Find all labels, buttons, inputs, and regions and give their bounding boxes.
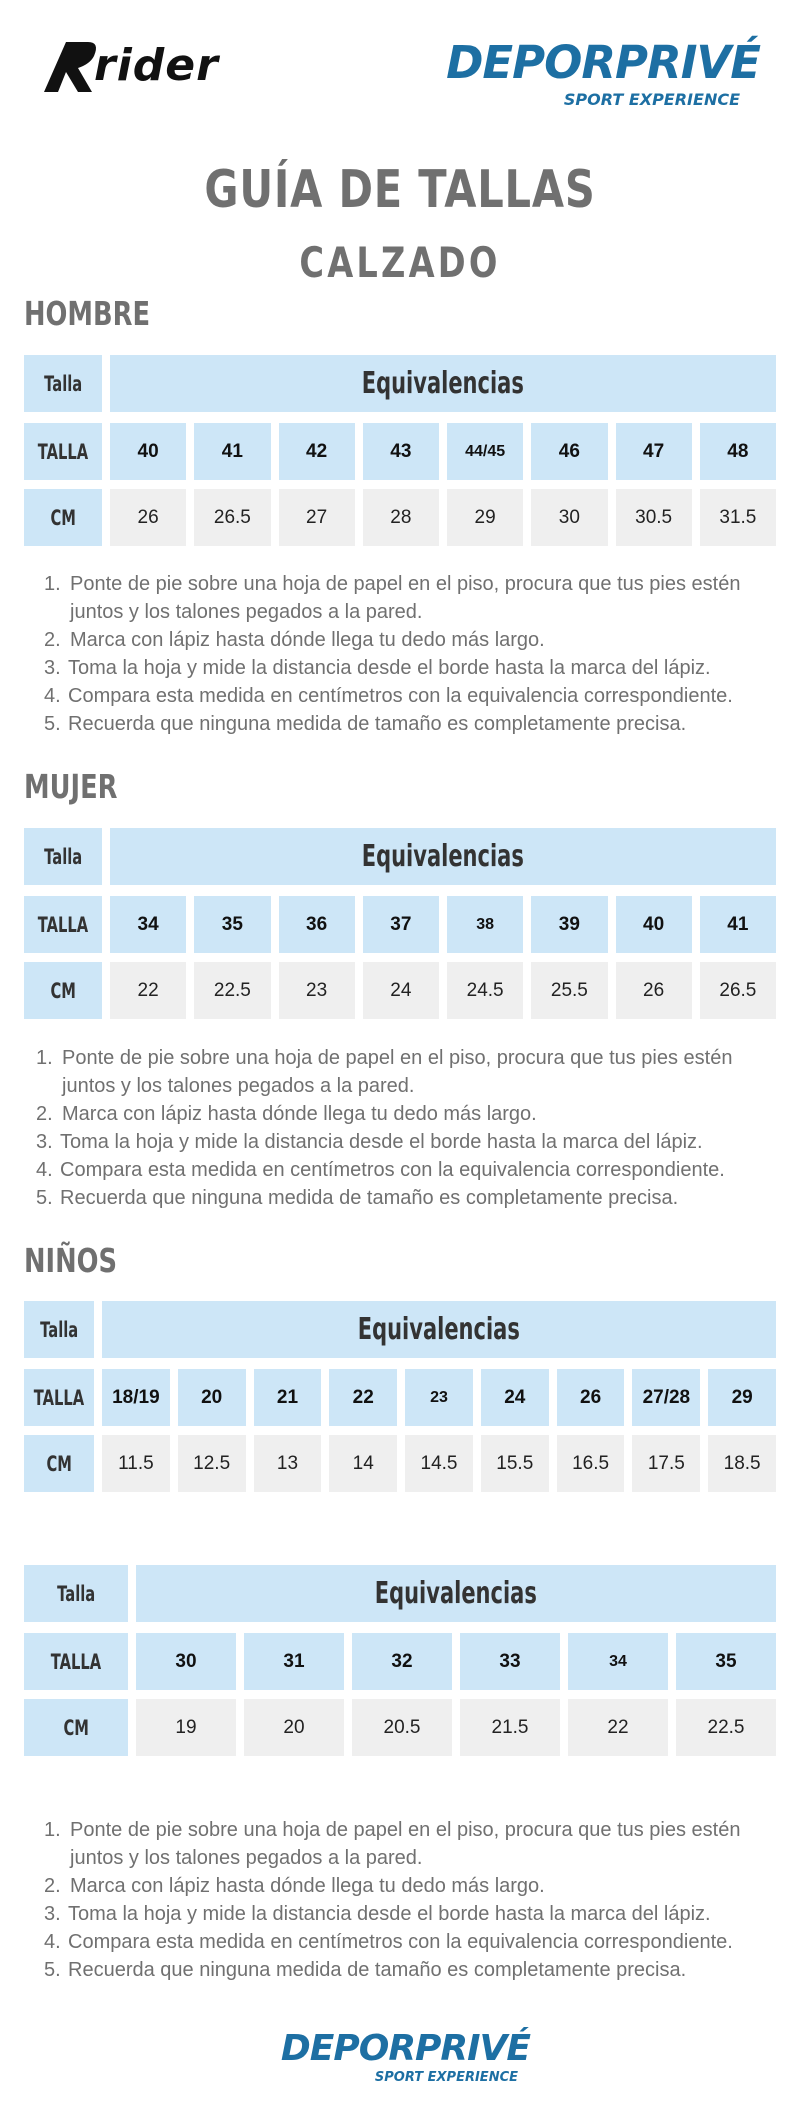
- talla-header-label: Talla: [39, 1317, 79, 1342]
- instruction-item: 3. Toma la hoja y mide la distancia desde el borde hasta la marca del lápiz.: [44, 1903, 711, 1925]
- talla-row-text: TALLA: [33, 1385, 85, 1410]
- talla-row-label: [24, 423, 102, 480]
- equivalencias-header-cell: [110, 355, 776, 412]
- instruction-item: 5. Recuerda que ninguna medida de tamaño es completamente precisa.: [44, 713, 687, 735]
- talla-header-label: Talla: [56, 1581, 96, 1606]
- talla-header-label: Talla: [43, 844, 83, 869]
- talla-cell: 18/19: [102, 1369, 170, 1426]
- talla-cell: 35: [194, 896, 270, 953]
- cm-cell: 19: [136, 1699, 236, 1756]
- talla-cell: 22: [329, 1369, 397, 1426]
- talla-cell: 41: [700, 896, 776, 953]
- instruction-text: Marca con lápiz hasta dónde llega tu dedo más largo.: [70, 1875, 545, 1897]
- instruction-item: 2. Marca con lápiz hasta dónde llega tu dedo más largo.: [44, 1875, 545, 1897]
- table-header-row: [24, 1565, 776, 1622]
- cm-cell: 30.5: [616, 489, 692, 546]
- talla-cell: 47: [616, 423, 692, 480]
- cm-cell: 22.5: [194, 962, 270, 1019]
- instruction-item: 2. Marca con lápiz hasta dónde llega tu dedo más largo.: [36, 1103, 537, 1125]
- talla-cell: 48: [700, 423, 776, 480]
- cm-cell: 29: [447, 489, 523, 546]
- instruction-text: Recuerda que ninguna medida de tamaño es completamente precisa.: [68, 1959, 687, 1981]
- talla-row-text: TALLA: [37, 439, 89, 464]
- cm-cell: 24: [363, 962, 439, 1019]
- cm-cell: 16.5: [557, 1435, 625, 1492]
- talla-header-cell: [24, 1565, 128, 1622]
- talla-cell: 34: [568, 1633, 668, 1690]
- cm-row: [24, 1435, 776, 1492]
- talla-cell: 46: [531, 423, 607, 480]
- cm-cell: 22: [110, 962, 186, 1019]
- talla-cell: 26: [557, 1369, 625, 1426]
- footer-deporprive-logo: [270, 2028, 530, 2088]
- talla-cell: 37: [363, 896, 439, 953]
- rider-logo: [44, 38, 274, 98]
- cm-cell: 28: [363, 489, 439, 546]
- equivalencias-label: Equivalencias: [374, 1576, 538, 1611]
- talla-cell: 44/45: [447, 423, 523, 480]
- cm-cell: 24.5: [447, 962, 523, 1019]
- talla-row-label: [24, 1369, 94, 1426]
- deporprive-logo: [430, 36, 760, 116]
- cm-row-label: [24, 489, 102, 546]
- instruction-text: Marca con lápiz hasta dónde llega tu dedo más largo.: [70, 629, 545, 651]
- instruction-item: 4. Compara esta medida en centímetros con la equivalencia correspondiente.: [36, 1159, 725, 1181]
- page-subtitle: CALZADO: [299, 238, 501, 287]
- cm-cell: 26.5: [700, 962, 776, 1019]
- talla-header-cell: [24, 355, 102, 412]
- instruction-item: 1. Ponte de pie sobre una hoja de papel en el piso, procura que tus pies estén juntos y los talones pegados a la pared.: [44, 573, 741, 623]
- cm-cell: 26: [616, 962, 692, 1019]
- talla-row-label: [24, 896, 102, 953]
- instruction-item: 4. Compara esta medida en centímetros con la equivalencia correspondiente.: [44, 685, 733, 707]
- instruction-item: 1. Ponte de pie sobre una hoja de papel en el piso, procura que tus pies estén juntos y los talones pegados a la pared.: [36, 1047, 733, 1097]
- talla-row: [24, 423, 776, 480]
- talla-cell: 39: [531, 896, 607, 953]
- instruction-item: 1. Ponte de pie sobre una hoja de papel en el piso, procura que tus pies estén juntos y los talones pegados a la pared.: [44, 1819, 741, 1869]
- instruction-text: Compara esta medida en centímetros con la equivalencia correspondiente.: [68, 1931, 733, 1953]
- cm-row-label: [24, 1435, 94, 1492]
- talla-cell: 32: [352, 1633, 452, 1690]
- cm-cell: 27: [279, 489, 355, 546]
- talla-cell: 23: [405, 1369, 473, 1426]
- cm-row-text: CM: [46, 1451, 72, 1476]
- cm-cell: 30: [531, 489, 607, 546]
- instruction-text: Ponte de pie sobre una hoja de papel en el piso, procura que tus pies estén juntos y los talones pegados a la pared.: [62, 1047, 733, 1097]
- equivalencias-label: Equivalencias: [361, 366, 525, 401]
- cm-cell: 26.5: [194, 489, 270, 546]
- talla-cell: 38: [447, 896, 523, 953]
- talla-cell: 40: [616, 896, 692, 953]
- cm-row-label: [24, 1699, 128, 1756]
- talla-cell: 24: [481, 1369, 549, 1426]
- cm-cell: 31.5: [700, 489, 776, 546]
- equivalencias-label: Equivalencias: [357, 1312, 521, 1347]
- cm-cell: 23: [279, 962, 355, 1019]
- equivalencias-header-cell: [102, 1301, 776, 1358]
- table-header-row: [24, 828, 776, 885]
- section-title-hombre: HOMBRE: [24, 294, 151, 333]
- equivalencias-label: Equivalencias: [361, 839, 525, 874]
- instructions-ninos: [30, 1816, 782, 1984]
- cm-cell: 20.5: [352, 1699, 452, 1756]
- cm-row-text: CM: [63, 1715, 89, 1740]
- talla-cell: 43: [363, 423, 439, 480]
- equivalencias-header-cell: [110, 828, 776, 885]
- talla-cell: 27/28: [632, 1369, 700, 1426]
- section-title-mujer: MUJER: [24, 767, 118, 806]
- cm-cell: 14.5: [405, 1435, 473, 1492]
- cm-row-text: CM: [50, 505, 76, 530]
- rider-logo-text: rider: [94, 40, 219, 91]
- instruction-text: Toma la hoja y mide la distancia desde el borde hasta la marca del lápiz.: [68, 657, 711, 679]
- cm-cell: 11.5: [102, 1435, 170, 1492]
- instruction-item: 5. Recuerda que ninguna medida de tamaño es completamente precisa.: [44, 1959, 687, 1981]
- cm-cell: 21.5: [460, 1699, 560, 1756]
- cm-cell: 14: [329, 1435, 397, 1492]
- page-title: GUÍA DE TALLAS: [204, 160, 596, 220]
- footer-logo-text: DEPORPRIVÉ: [280, 2028, 530, 2069]
- talla-cell: 21: [254, 1369, 322, 1426]
- instruction-text: Toma la hoja y mide la distancia desde el borde hasta la marca del lápiz.: [60, 1131, 703, 1153]
- instruction-text: Toma la hoja y mide la distancia desde el borde hasta la marca del lápiz.: [68, 1903, 711, 1925]
- talla-cell: 20: [178, 1369, 246, 1426]
- cm-cell: 15.5: [481, 1435, 549, 1492]
- talla-cell: 29: [708, 1369, 776, 1426]
- cm-cell: 12.5: [178, 1435, 246, 1492]
- cm-cell: 20: [244, 1699, 344, 1756]
- size-table-ninos-2: [24, 1565, 776, 1758]
- instruction-text: Compara esta medida en centímetros con la equivalencia correspondiente.: [68, 685, 733, 707]
- talla-cell: 42: [279, 423, 355, 480]
- instruction-item: 4. Compara esta medida en centímetros con la equivalencia correspondiente.: [44, 1931, 733, 1953]
- talla-cell: 33: [460, 1633, 560, 1690]
- talla-row: [24, 1369, 776, 1426]
- footer-logo-tagline: SPORT EXPERIENCE: [374, 2070, 518, 2085]
- instruction-text: Ponte de pie sobre una hoja de papel en el piso, procura que tus pies estén juntos y los talones pegados a la pared.: [70, 1819, 741, 1869]
- cm-row: [24, 1699, 776, 1756]
- cm-cell: 26: [110, 489, 186, 546]
- section-title-ninos: NIÑOS: [24, 1241, 118, 1280]
- talla-row-text: TALLA: [37, 912, 89, 937]
- talla-cell: 35: [676, 1633, 776, 1690]
- talla-header-label: Talla: [43, 371, 83, 396]
- instruction-item: 3. Toma la hoja y mide la distancia desde el borde hasta la marca del lápiz.: [44, 657, 711, 679]
- talla-cell: 31: [244, 1633, 344, 1690]
- size-table-hombre: [24, 355, 776, 548]
- cm-cell: 25.5: [531, 962, 607, 1019]
- size-table-mujer: [24, 828, 776, 1021]
- table-header-row: [24, 1301, 776, 1358]
- table-header-row: [24, 355, 776, 412]
- talla-cell: 41: [194, 423, 270, 480]
- instruction-text: Ponte de pie sobre una hoja de papel en el piso, procura que tus pies estén juntos y los talones pegados a la pared.: [70, 573, 741, 623]
- talla-row-label: [24, 1633, 128, 1690]
- cm-row: [24, 962, 776, 1019]
- talla-row-text: TALLA: [50, 1649, 102, 1674]
- talla-row: [24, 1633, 776, 1690]
- talla-row: [24, 896, 776, 953]
- cm-row-text: CM: [50, 978, 76, 1003]
- deporprive-logo-text: DEPORPRIVÉ: [446, 36, 760, 89]
- talla-cell: 36: [279, 896, 355, 953]
- cm-cell: 13: [254, 1435, 322, 1492]
- size-table-ninos: [24, 1301, 776, 1494]
- cm-cell: 22: [568, 1699, 668, 1756]
- instruction-item: 5. Recuerda que ninguna medida de tamaño es completamente precisa.: [36, 1187, 679, 1209]
- instruction-item: 2. Marca con lápiz hasta dónde llega tu dedo más largo.: [44, 629, 545, 651]
- deporprive-tagline: SPORT EXPERIENCE: [563, 90, 740, 109]
- talla-cell: 34: [110, 896, 186, 953]
- talla-cell: 30: [136, 1633, 236, 1690]
- instruction-item: 3. Toma la hoja y mide la distancia desde el borde hasta la marca del lápiz.: [36, 1131, 703, 1153]
- equivalencias-header-cell: [136, 1565, 776, 1622]
- instructions-mujer: [22, 1044, 780, 1212]
- cm-cell: 17.5: [632, 1435, 700, 1492]
- talla-cell: 40: [110, 423, 186, 480]
- instruction-text: Recuerda que ninguna medida de tamaño es completamente precisa.: [60, 1187, 679, 1209]
- cm-row-label: [24, 962, 102, 1019]
- instruction-text: Compara esta medida en centímetros con la equivalencia correspondiente.: [60, 1159, 725, 1181]
- talla-header-cell: [24, 828, 102, 885]
- cm-row: [24, 489, 776, 546]
- talla-header-cell: [24, 1301, 94, 1358]
- cm-cell: 22.5: [676, 1699, 776, 1756]
- instruction-text: Recuerda que ninguna medida de tamaño es completamente precisa.: [68, 713, 687, 735]
- cm-cell: 18.5: [708, 1435, 776, 1492]
- instructions-hombre: [30, 570, 782, 738]
- instruction-text: Marca con lápiz hasta dónde llega tu dedo más largo.: [62, 1103, 537, 1125]
